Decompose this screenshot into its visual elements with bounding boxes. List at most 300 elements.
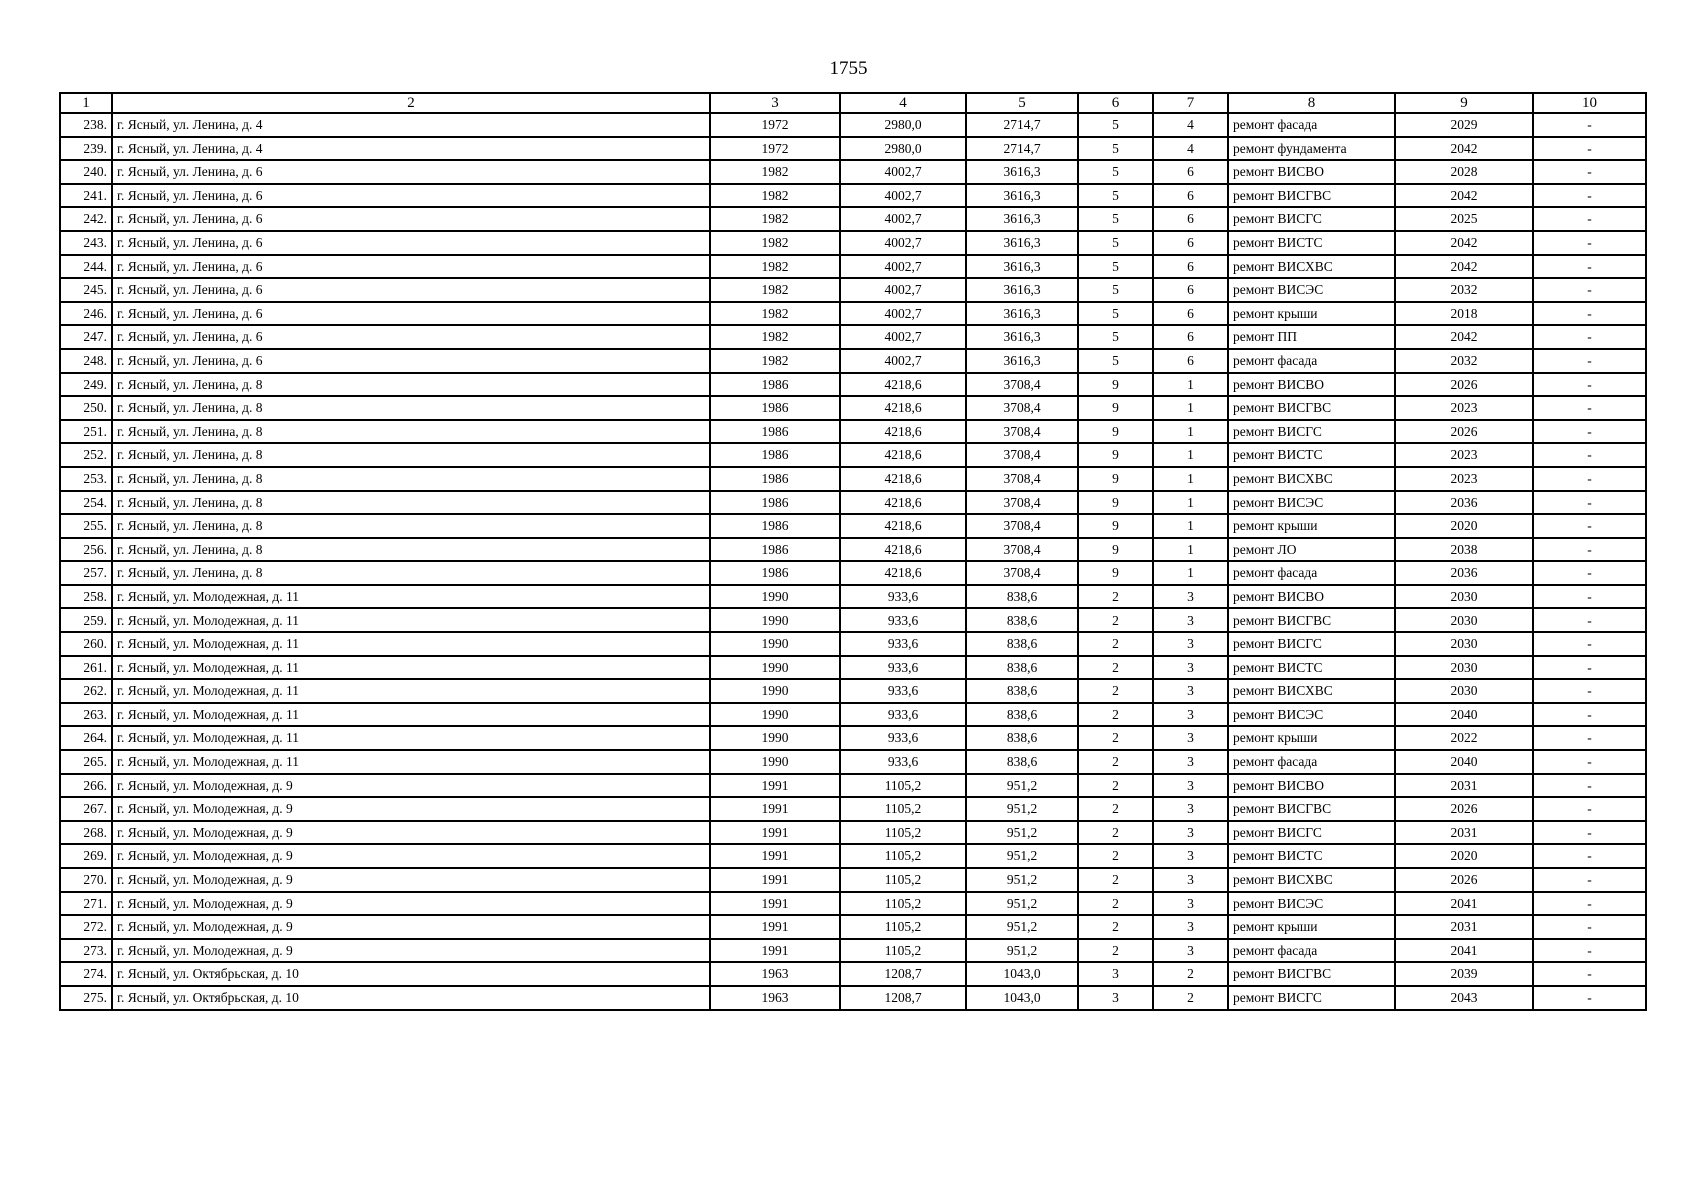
table-row [60,915,1646,939]
cell-work-type: ремонт ВИСХВС [1228,868,1395,892]
cell-total-area: 4002,7 [840,302,966,326]
cell-living-area: 838,6 [966,656,1078,680]
cell-floors: 9 [1078,443,1153,467]
cell-address: г. Ясный, ул. Ленина, д. 6 [112,184,710,208]
cell-note: - [1533,113,1646,137]
cell-address: г. Ясный, ул. Ленина, д. 6 [112,278,710,302]
cell-entrances: 6 [1153,302,1228,326]
cell-address: г. Ясный, ул. Ленина, д. 6 [112,255,710,279]
cell-living-area: 1043,0 [966,962,1078,986]
cell-planned-year: 2030 [1395,585,1533,609]
cell-total-area: 1208,7 [840,986,966,1010]
cell-total-area: 1105,2 [840,868,966,892]
column-header-10: 10 [1533,93,1646,113]
cell-address: г. Ясный, ул. Молодежная, д. 9 [112,797,710,821]
cell-entrances: 3 [1153,892,1228,916]
cell-address: г. Ясный, ул. Ленина, д. 8 [112,561,710,585]
cell-row-number: 251. [60,420,112,444]
cell-planned-year: 2020 [1395,514,1533,538]
cell-living-area: 951,2 [966,844,1078,868]
cell-address: г. Ясный, ул. Ленина, д. 8 [112,467,710,491]
column-header-8: 8 [1228,93,1395,113]
cell-address: г. Ясный, ул. Ленина, д. 6 [112,325,710,349]
cell-entrances: 6 [1153,349,1228,373]
cell-address: г. Ясный, ул. Ленина, д. 6 [112,231,710,255]
cell-entrances: 4 [1153,137,1228,161]
table-row [60,231,1646,255]
cell-year-built: 1990 [710,750,840,774]
cell-living-area: 3708,4 [966,467,1078,491]
table-row [60,467,1646,491]
cell-note: - [1533,962,1646,986]
cell-address: г. Ясный, ул. Молодежная, д. 11 [112,632,710,656]
cell-row-number: 274. [60,962,112,986]
cell-planned-year: 2020 [1395,844,1533,868]
table-row [60,373,1646,397]
table-row [60,656,1646,680]
cell-work-type: ремонт ВИСГС [1228,207,1395,231]
cell-planned-year: 2036 [1395,561,1533,585]
table-row [60,632,1646,656]
cell-living-area: 3708,4 [966,538,1078,562]
cell-address: г. Ясный, ул. Молодежная, д. 11 [112,679,710,703]
cell-floors: 2 [1078,585,1153,609]
cell-note: - [1533,420,1646,444]
cell-entrances: 1 [1153,514,1228,538]
cell-living-area: 838,6 [966,726,1078,750]
cell-total-area: 933,6 [840,750,966,774]
cell-row-number: 254. [60,491,112,515]
cell-note: - [1533,467,1646,491]
cell-total-area: 1105,2 [840,915,966,939]
cell-year-built: 1990 [710,703,840,727]
table-row [60,821,1646,845]
cell-total-area: 4218,6 [840,538,966,562]
cell-living-area: 951,2 [966,892,1078,916]
cell-row-number: 272. [60,915,112,939]
cell-row-number: 248. [60,349,112,373]
cell-address: г. Ясный, ул. Ленина, д. 8 [112,491,710,515]
cell-note: - [1533,632,1646,656]
cell-floors: 2 [1078,844,1153,868]
cell-year-built: 1982 [710,255,840,279]
table-row [60,561,1646,585]
cell-living-area: 838,6 [966,750,1078,774]
cell-year-built: 1991 [710,821,840,845]
cell-note: - [1533,373,1646,397]
table-row [60,986,1646,1010]
cell-total-area: 933,6 [840,632,966,656]
cell-planned-year: 2041 [1395,939,1533,963]
cell-floors: 9 [1078,420,1153,444]
cell-total-area: 4218,6 [840,467,966,491]
cell-work-type: ремонт фундамента [1228,137,1395,161]
cell-entrances: 3 [1153,679,1228,703]
cell-year-built: 1986 [710,514,840,538]
cell-total-area: 1105,2 [840,892,966,916]
cell-year-built: 1986 [710,561,840,585]
cell-year-built: 1991 [710,774,840,798]
cell-note: - [1533,915,1646,939]
cell-floors: 2 [1078,821,1153,845]
cell-floors: 9 [1078,538,1153,562]
cell-note: - [1533,514,1646,538]
table-header-row [60,93,1646,113]
cell-note: - [1533,396,1646,420]
cell-planned-year: 2042 [1395,231,1533,255]
cell-living-area: 3616,3 [966,184,1078,208]
cell-address: г. Ясный, ул. Ленина, д. 8 [112,396,710,420]
cell-entrances: 6 [1153,207,1228,231]
cell-address: г. Ясный, ул. Ленина, д. 8 [112,538,710,562]
cell-address: г. Ясный, ул. Ленина, д. 6 [112,160,710,184]
cell-work-type: ремонт ВИСТС [1228,844,1395,868]
cell-planned-year: 2022 [1395,726,1533,750]
cell-work-type: ремонт ЛО [1228,538,1395,562]
cell-living-area: 3616,3 [966,207,1078,231]
cell-note: - [1533,821,1646,845]
cell-note: - [1533,797,1646,821]
cell-year-built: 1982 [710,302,840,326]
cell-work-type: ремонт ВИСЭС [1228,892,1395,916]
cell-year-built: 1990 [710,656,840,680]
cell-entrances: 3 [1153,868,1228,892]
cell-work-type: ремонт ВИСЭС [1228,703,1395,727]
cell-planned-year: 2023 [1395,443,1533,467]
cell-work-type: ремонт ВИСЭС [1228,278,1395,302]
cell-floors: 2 [1078,632,1153,656]
cell-total-area: 4218,6 [840,491,966,515]
column-header-4: 4 [840,93,966,113]
cell-year-built: 1986 [710,538,840,562]
cell-floors: 5 [1078,207,1153,231]
cell-planned-year: 2030 [1395,632,1533,656]
cell-planned-year: 2026 [1395,373,1533,397]
cell-work-type: ремонт ВИСГВС [1228,184,1395,208]
cell-note: - [1533,255,1646,279]
cell-row-number: 259. [60,608,112,632]
cell-year-built: 1986 [710,373,840,397]
table-row [60,113,1646,137]
cell-work-type: ремонт фасада [1228,750,1395,774]
cell-address: г. Ясный, ул. Ленина, д. 8 [112,443,710,467]
cell-total-area: 1105,2 [840,797,966,821]
cell-row-number: 258. [60,585,112,609]
cell-floors: 5 [1078,325,1153,349]
table-row [60,420,1646,444]
cell-floors: 9 [1078,396,1153,420]
cell-year-built: 1972 [710,137,840,161]
cell-floors: 2 [1078,608,1153,632]
cell-work-type: ремонт ВИСХВС [1228,467,1395,491]
cell-row-number: 246. [60,302,112,326]
cell-year-built: 1986 [710,467,840,491]
cell-note: - [1533,207,1646,231]
table-row [60,514,1646,538]
cell-address: г. Ясный, ул. Молодежная, д. 9 [112,821,710,845]
cell-living-area: 3708,4 [966,561,1078,585]
cell-work-type: ремонт ВИСХВС [1228,679,1395,703]
cell-address: г. Ясный, ул. Ленина, д. 6 [112,349,710,373]
cell-year-built: 1972 [710,113,840,137]
cell-entrances: 1 [1153,467,1228,491]
cell-planned-year: 2043 [1395,986,1533,1010]
cell-entrances: 6 [1153,231,1228,255]
cell-floors: 9 [1078,467,1153,491]
table-row [60,750,1646,774]
cell-year-built: 1990 [710,726,840,750]
cell-row-number: 275. [60,986,112,1010]
capital-repair-table [59,92,1647,1011]
cell-planned-year: 2042 [1395,137,1533,161]
cell-total-area: 4218,6 [840,420,966,444]
cell-floors: 2 [1078,915,1153,939]
cell-note: - [1533,986,1646,1010]
cell-floors: 5 [1078,184,1153,208]
cell-entrances: 3 [1153,585,1228,609]
cell-year-built: 1986 [710,420,840,444]
cell-planned-year: 2018 [1395,302,1533,326]
cell-note: - [1533,844,1646,868]
cell-floors: 3 [1078,962,1153,986]
cell-entrances: 1 [1153,373,1228,397]
cell-note: - [1533,137,1646,161]
cell-row-number: 257. [60,561,112,585]
cell-planned-year: 2029 [1395,113,1533,137]
cell-row-number: 263. [60,703,112,727]
cell-row-number: 268. [60,821,112,845]
cell-note: - [1533,443,1646,467]
cell-address: г. Ясный, ул. Ленина, д. 8 [112,514,710,538]
cell-entrances: 6 [1153,278,1228,302]
cell-planned-year: 2032 [1395,278,1533,302]
cell-address: г. Ясный, ул. Октябрьская, д. 10 [112,962,710,986]
table-row [60,962,1646,986]
cell-living-area: 3616,3 [966,255,1078,279]
table-row [60,868,1646,892]
table-row [60,207,1646,231]
cell-note: - [1533,726,1646,750]
cell-floors: 5 [1078,160,1153,184]
cell-address: г. Ясный, ул. Ленина, д. 8 [112,420,710,444]
table-row [60,703,1646,727]
table-row [60,892,1646,916]
cell-row-number: 266. [60,774,112,798]
table-row [60,679,1646,703]
column-header-7: 7 [1153,93,1228,113]
cell-total-area: 1105,2 [840,774,966,798]
cell-year-built: 1990 [710,632,840,656]
table-row [60,255,1646,279]
cell-work-type: ремонт ВИСГС [1228,632,1395,656]
cell-living-area: 838,6 [966,679,1078,703]
cell-row-number: 247. [60,325,112,349]
cell-entrances: 3 [1153,797,1228,821]
cell-total-area: 4002,7 [840,231,966,255]
cell-year-built: 1990 [710,585,840,609]
cell-row-number: 250. [60,396,112,420]
table-row [60,608,1646,632]
cell-total-area: 2980,0 [840,137,966,161]
cell-note: - [1533,160,1646,184]
cell-year-built: 1982 [710,278,840,302]
cell-row-number: 245. [60,278,112,302]
cell-address: г. Ясный, ул. Молодежная, д. 11 [112,750,710,774]
table-row [60,302,1646,326]
cell-row-number: 255. [60,514,112,538]
cell-living-area: 3708,4 [966,396,1078,420]
cell-planned-year: 2042 [1395,325,1533,349]
cell-entrances: 2 [1153,986,1228,1010]
cell-row-number: 262. [60,679,112,703]
cell-living-area: 3616,3 [966,325,1078,349]
cell-year-built: 1991 [710,797,840,821]
cell-floors: 5 [1078,302,1153,326]
cell-work-type: ремонт ВИСГС [1228,821,1395,845]
cell-entrances: 6 [1153,160,1228,184]
cell-row-number: 267. [60,797,112,821]
cell-address: г. Ясный, ул. Молодежная, д. 9 [112,939,710,963]
cell-total-area: 1105,2 [840,821,966,845]
cell-note: - [1533,538,1646,562]
table-row [60,325,1646,349]
cell-note: - [1533,349,1646,373]
cell-note: - [1533,939,1646,963]
cell-address: г. Ясный, ул. Молодежная, д. 11 [112,726,710,750]
cell-address: г. Ясный, ул. Ленина, д. 8 [112,373,710,397]
cell-total-area: 1105,2 [840,844,966,868]
cell-year-built: 1982 [710,325,840,349]
table-row [60,774,1646,798]
column-header-6: 6 [1078,93,1153,113]
cell-work-type: ремонт крыши [1228,726,1395,750]
cell-entrances: 6 [1153,255,1228,279]
cell-living-area: 838,6 [966,608,1078,632]
cell-total-area: 933,6 [840,656,966,680]
cell-living-area: 3708,4 [966,420,1078,444]
cell-note: - [1533,774,1646,798]
cell-living-area: 3616,3 [966,349,1078,373]
cell-entrances: 1 [1153,538,1228,562]
cell-floors: 2 [1078,750,1153,774]
cell-planned-year: 2032 [1395,349,1533,373]
cell-floors: 5 [1078,278,1153,302]
cell-row-number: 273. [60,939,112,963]
cell-note: - [1533,561,1646,585]
column-header-1: 1 [60,93,112,113]
cell-year-built: 1963 [710,986,840,1010]
cell-floors: 2 [1078,656,1153,680]
cell-floors: 2 [1078,892,1153,916]
cell-living-area: 3616,3 [966,302,1078,326]
cell-living-area: 3708,4 [966,373,1078,397]
cell-entrances: 3 [1153,656,1228,680]
cell-row-number: 241. [60,184,112,208]
cell-planned-year: 2030 [1395,656,1533,680]
cell-address: г. Ясный, ул. Молодежная, д. 9 [112,844,710,868]
cell-row-number: 238. [60,113,112,137]
cell-floors: 5 [1078,255,1153,279]
cell-entrances: 4 [1153,113,1228,137]
cell-planned-year: 2036 [1395,491,1533,515]
cell-work-type: ремонт ВИСВО [1228,373,1395,397]
cell-living-area: 951,2 [966,797,1078,821]
cell-planned-year: 2031 [1395,774,1533,798]
cell-note: - [1533,892,1646,916]
cell-floors: 9 [1078,373,1153,397]
cell-work-type: ремонт фасада [1228,113,1395,137]
column-header-5: 5 [966,93,1078,113]
cell-work-type: ремонт ВИСГС [1228,420,1395,444]
table-row [60,443,1646,467]
cell-address: г. Ясный, ул. Молодежная, д. 9 [112,915,710,939]
cell-entrances: 3 [1153,915,1228,939]
cell-floors: 5 [1078,137,1153,161]
column-header-2: 2 [112,93,710,113]
cell-total-area: 4002,7 [840,349,966,373]
cell-address: г. Ясный, ул. Молодежная, д. 9 [112,774,710,798]
cell-work-type: ремонт крыши [1228,514,1395,538]
cell-address: г. Ясный, ул. Молодежная, д. 11 [112,703,710,727]
cell-total-area: 4002,7 [840,255,966,279]
cell-planned-year: 2026 [1395,797,1533,821]
cell-address: г. Ясный, ул. Ленина, д. 6 [112,207,710,231]
cell-address: г. Ясный, ул. Ленина, д. 4 [112,137,710,161]
cell-work-type: ремонт ВИСВО [1228,774,1395,798]
cell-living-area: 951,2 [966,915,1078,939]
cell-entrances: 3 [1153,703,1228,727]
cell-row-number: 265. [60,750,112,774]
cell-year-built: 1963 [710,962,840,986]
column-header-9: 9 [1395,93,1533,113]
cell-planned-year: 2039 [1395,962,1533,986]
cell-work-type: ремонт ВИСВО [1228,160,1395,184]
cell-floors: 2 [1078,679,1153,703]
cell-entrances: 3 [1153,844,1228,868]
table-row [60,184,1646,208]
cell-note: - [1533,656,1646,680]
cell-row-number: 252. [60,443,112,467]
cell-floors: 9 [1078,514,1153,538]
cell-work-type: ремонт ВИСГВС [1228,608,1395,632]
cell-row-number: 253. [60,467,112,491]
cell-planned-year: 2026 [1395,420,1533,444]
table-body [60,113,1646,1010]
cell-year-built: 1990 [710,679,840,703]
cell-entrances: 1 [1153,561,1228,585]
cell-work-type: ремонт ВИСТС [1228,656,1395,680]
cell-floors: 2 [1078,939,1153,963]
cell-planned-year: 2031 [1395,915,1533,939]
cell-total-area: 933,6 [840,679,966,703]
cell-row-number: 244. [60,255,112,279]
cell-planned-year: 2041 [1395,892,1533,916]
cell-work-type: ремонт ВИСГС [1228,986,1395,1010]
cell-address: г. Ясный, ул. Молодежная, д. 11 [112,585,710,609]
cell-planned-year: 2042 [1395,184,1533,208]
cell-work-type: ремонт ВИСТС [1228,443,1395,467]
cell-entrances: 1 [1153,396,1228,420]
cell-entrances: 3 [1153,726,1228,750]
cell-floors: 2 [1078,726,1153,750]
cell-entrances: 2 [1153,962,1228,986]
cell-note: - [1533,585,1646,609]
cell-living-area: 3708,4 [966,491,1078,515]
cell-year-built: 1990 [710,608,840,632]
cell-floors: 3 [1078,986,1153,1010]
cell-row-number: 271. [60,892,112,916]
cell-note: - [1533,679,1646,703]
